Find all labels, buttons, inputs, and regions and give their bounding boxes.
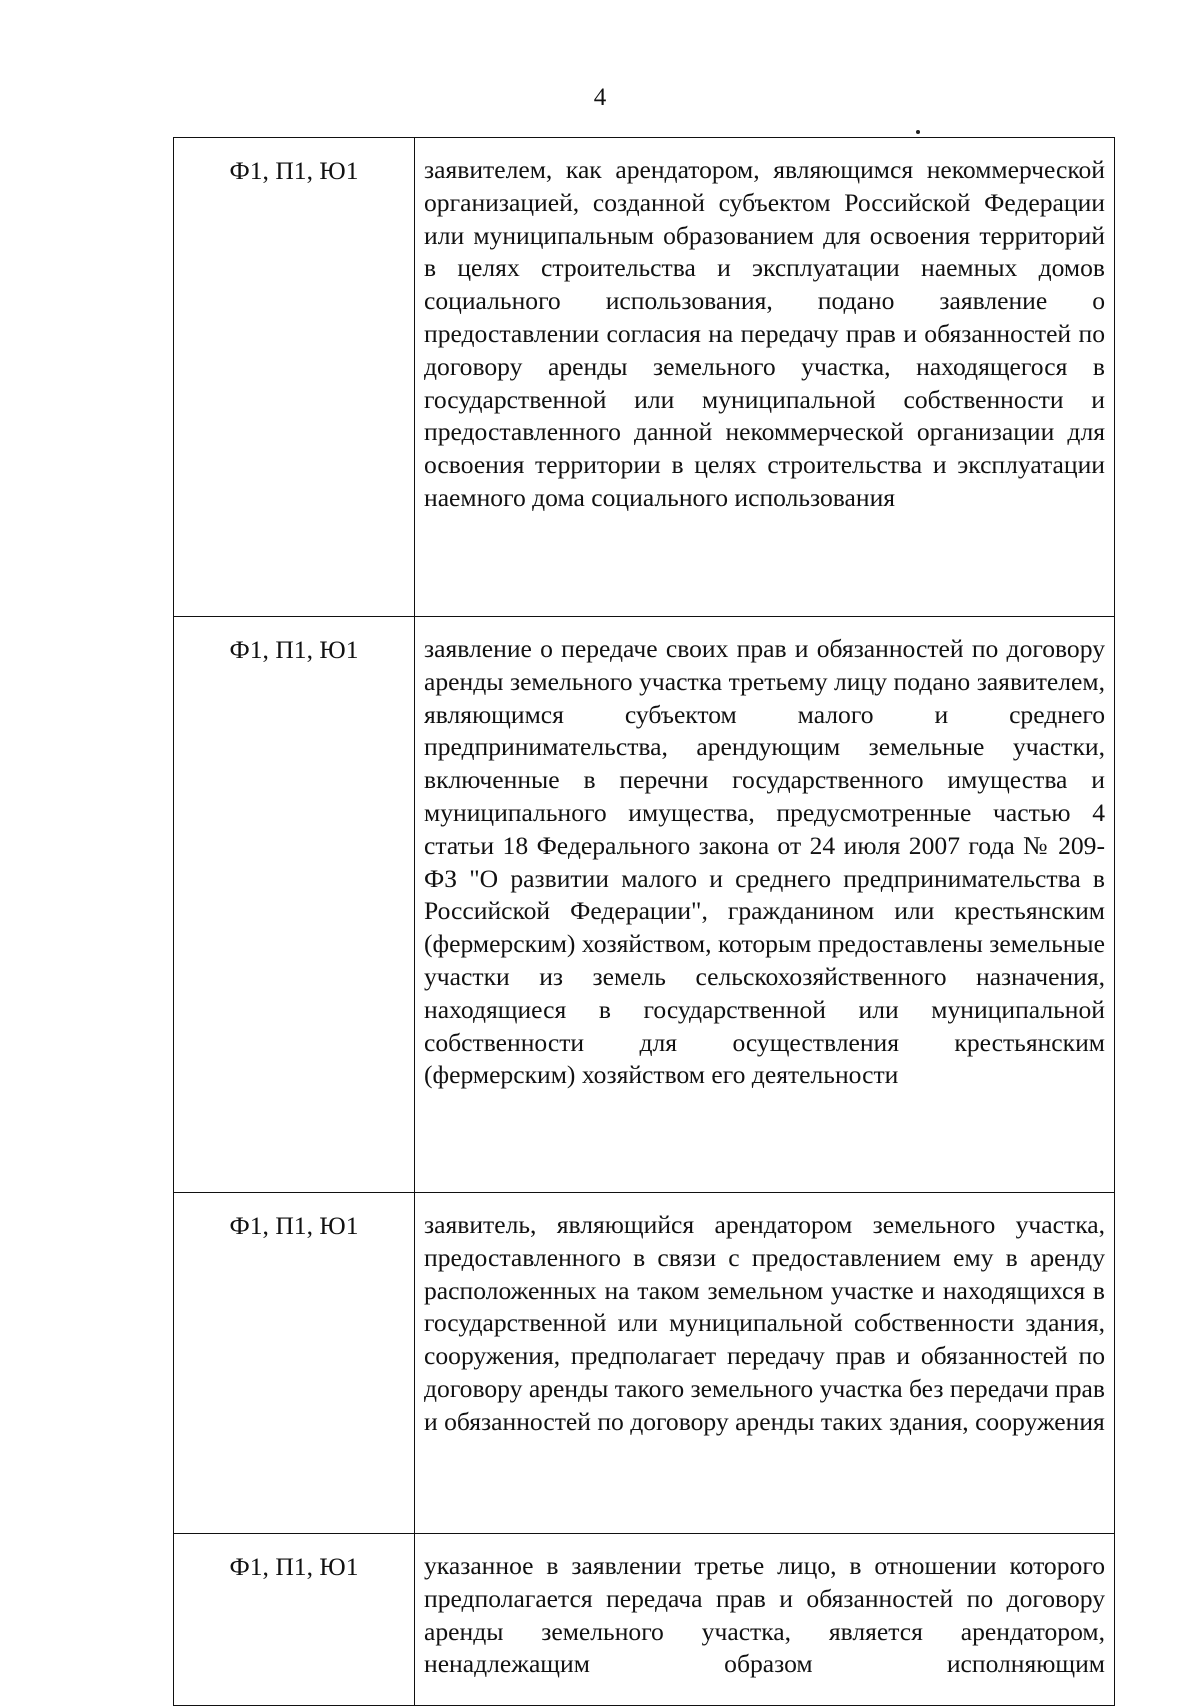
table-row [174, 1193, 1115, 1534]
ground-text-cell: заявитель, являющийся арендатором земельного участка, предоставленного в связи с предоставлением ему в аренду расположенных на таком земельном участке и находящихся в государственной или муниципальной собственности здания, сооружения, предполагает передачу прав и обязанностей по договору аренды такого земельного участка без передачи прав и обязанностей по договору аренды таких здания, сооружения [415, 1193, 1115, 1534]
applicant-codes-cell: Ф1, П1, Ю1 [174, 1534, 415, 1706]
table-row [174, 1534, 1115, 1706]
page-number: 4 [593, 84, 607, 111]
table-row [174, 617, 1115, 1193]
ground-text-cell: заявление о передаче своих прав и обязанностей по договору аренды земельного участка третьему лицу подано заявителем, являющимся субъектом малого и среднего предпринимательства, арендующим земельные участки, включенные в перечни государственного имущества и муниципального имущества, предусмотренные частью 4 статьи 18 Федерального закона от 24 июля 2007 года № 209-ФЗ "О развитии малого и среднего предпринимательства в Российской Федерации", гражданином или крестьянским (фермерским) хозяйством, которым предоставлены земельные участки из земель сельскохозяйственного назначения, находящиеся в государственной или муниципальной собственности для осуществления крестьянским (фермерским) хозяйством его деятельности [415, 617, 1115, 1193]
applicant-codes-cell: Ф1, П1, Ю1 [174, 1193, 415, 1534]
applicant-codes-cell: Ф1, П1, Ю1 [174, 138, 415, 617]
ground-text-cell: указанное в заявлении третье лицо, в отношении которого предполагается передача прав и обязанностей по договору аренды земельного участка, является арендатором, ненадлежащим образом исполняющим [415, 1534, 1115, 1706]
table-row [174, 138, 1115, 617]
scan-speck [916, 130, 920, 134]
applicant-codes-cell: Ф1, П1, Ю1 [174, 617, 415, 1193]
grounds-table [173, 137, 1115, 1706]
ground-text-cell: заявителем, как арендатором, являющимся некоммерческой организацией, созданной субъектом Российской Федерации или муниципальным образованием для освоения территорий в целях строительства и эксплуатации наемных домов социального использования, подано заявление о предоставлении согласия на передачу прав и обязанностей по договору аренды земельного участка, находящегося в государственной или муниципальной собственности и предоставленного данной некоммерческой организации для освоения территории в целях строительства и эксплуатации наемного дома социального использования [415, 138, 1115, 617]
